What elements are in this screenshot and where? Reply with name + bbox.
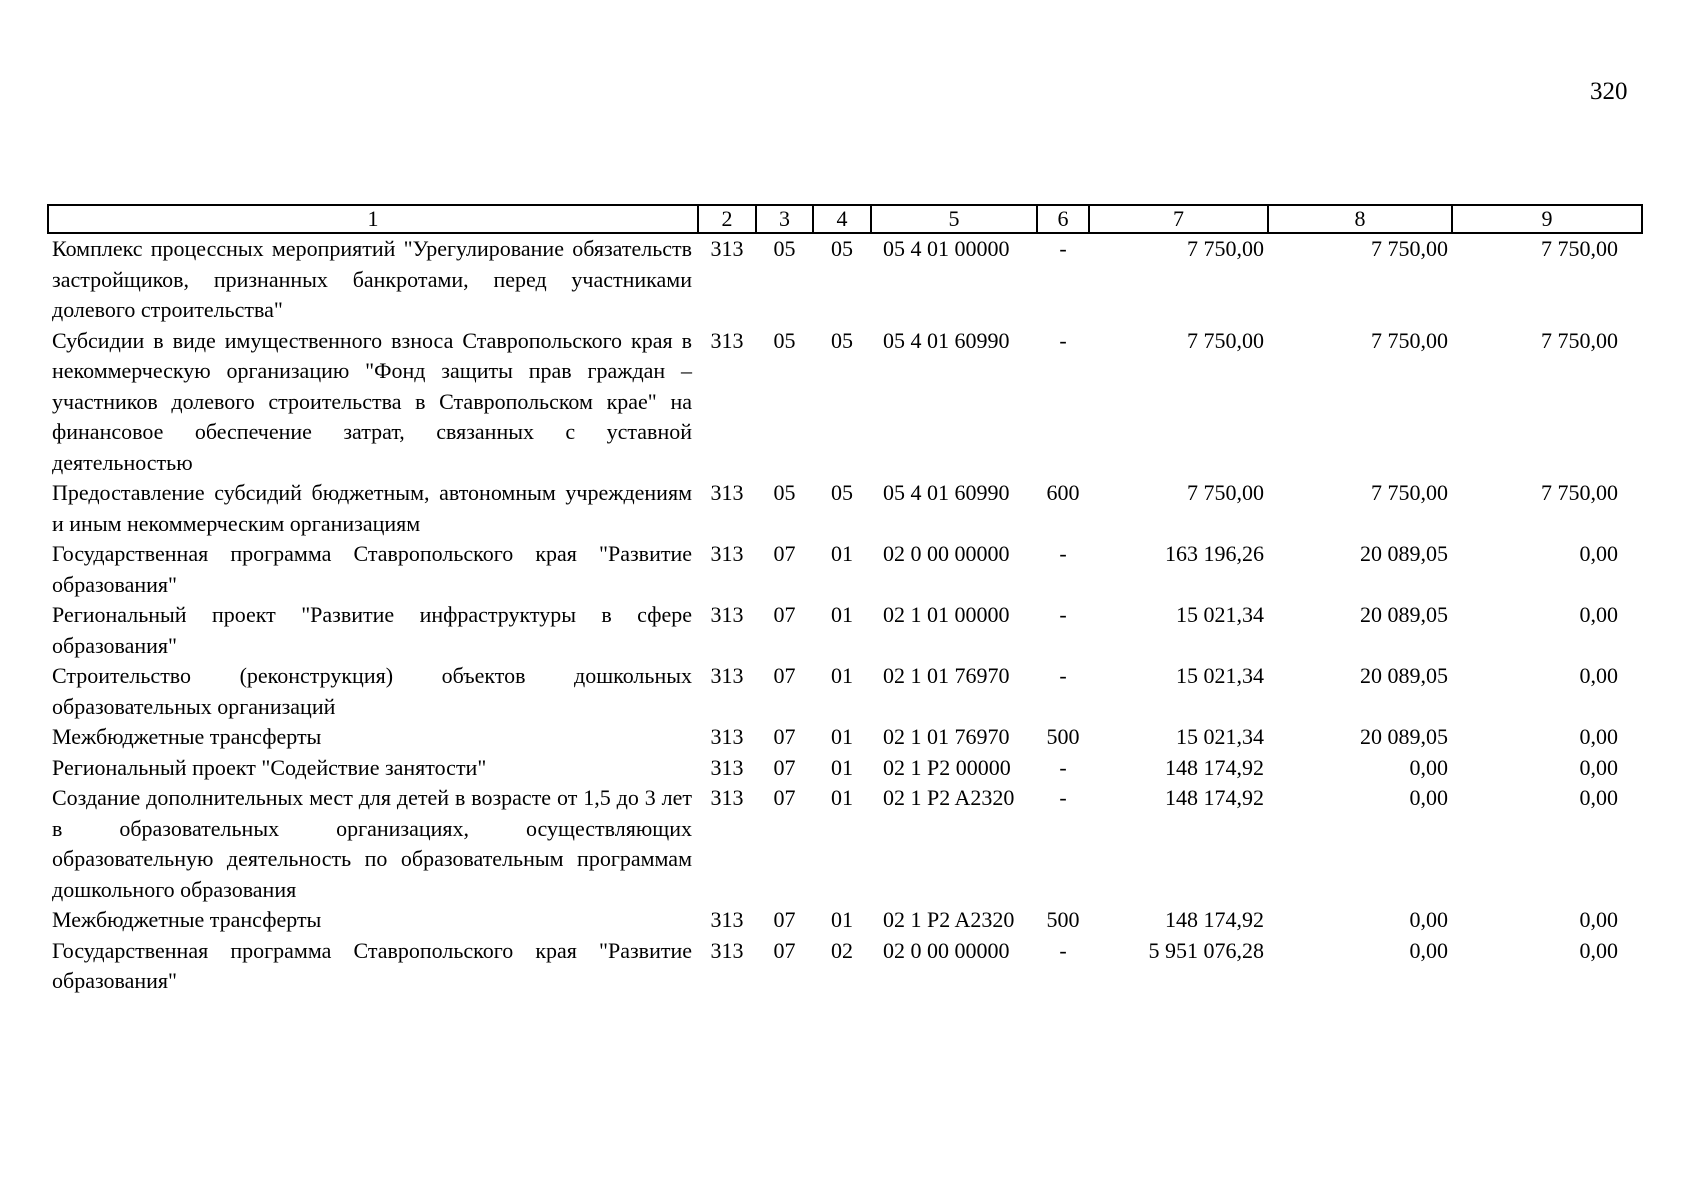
subsection-code: 02 (831, 937, 853, 963)
header-col-4: 4 (813, 205, 871, 233)
target-article-code: 02 1 01 76970 (883, 724, 1010, 749)
row-name: Межбюджетные трансферты (52, 724, 322, 749)
page-number: 320 (1590, 78, 1628, 105)
target-article-code: 02 1 01 00000 (883, 602, 1010, 627)
amount-col-7: 5 951 076,28 (1148, 937, 1264, 963)
section-code: 05 (773, 327, 796, 353)
header-col-7: 7 (1089, 205, 1268, 233)
amount-col-8: 0,00 (1409, 754, 1448, 780)
row-name: Предоставление субсидий бюджетным, автономным учреждениям и иным некоммерческим организациям (52, 480, 692, 536)
subsection-code: 01 (831, 663, 853, 688)
amount-col-9: 7 750,00 (1541, 327, 1618, 353)
amount-col-8: 0,00 (1409, 937, 1448, 963)
ministry-code: 313 (710, 785, 744, 810)
amount-col-7: 148 174,92 (1165, 785, 1264, 810)
subsection-code: 05 (831, 327, 853, 353)
expense-type-code: 600 (1046, 480, 1080, 505)
row-name: Субсидии в виде имущественного взноса Ставропольского края в некоммерческую организацию "Фонд защиты прав граждан – участников долевого строительства в Ставропольском крае" на финансовое обеспечение затрат, связанных с уставной деятельностью (52, 327, 692, 475)
ministry-code: 313 (710, 236, 744, 261)
amount-col-8: 20 089,05 (1360, 663, 1448, 688)
section-code: 07 (773, 724, 796, 749)
amount-col-7: 7 750,00 (1187, 327, 1264, 353)
section-code: 07 (773, 785, 796, 810)
subsection-code: 01 (831, 724, 853, 749)
amount-col-9: 7 750,00 (1541, 480, 1618, 505)
subsection-code: 01 (831, 602, 853, 627)
ministry-code: 313 (710, 907, 744, 932)
target-article-code: 05 4 01 60990 (883, 327, 1010, 353)
amount-col-7: 15 021,34 (1176, 602, 1264, 627)
table-body (48, 233, 1642, 997)
target-article-code: 05 4 01 00000 (883, 236, 1010, 261)
amount-col-9: 0,00 (1579, 541, 1618, 566)
amount-col-9: 0,00 (1579, 785, 1618, 810)
table-row (48, 539, 1642, 600)
section-code: 07 (773, 907, 796, 932)
amount-col-7: 163 196,26 (1165, 541, 1264, 566)
header-col-5: 5 (871, 205, 1037, 233)
expense-type-code: - (1059, 602, 1067, 627)
ministry-code: 313 (710, 541, 744, 566)
section-code: 05 (773, 236, 796, 261)
expense-type-code: - (1059, 754, 1067, 780)
table-row (48, 722, 1642, 753)
section-code: 07 (773, 663, 796, 688)
amount-col-7: 15 021,34 (1176, 663, 1264, 688)
expense-type-code: - (1059, 785, 1067, 810)
amount-col-9: 0,00 (1579, 754, 1618, 780)
header-col-9: 9 (1452, 205, 1642, 233)
ministry-code: 313 (710, 327, 744, 353)
ministry-code: 313 (710, 724, 744, 749)
amount-col-9: 0,00 (1579, 724, 1618, 749)
row-name: Межбюджетные трансферты (52, 907, 322, 932)
amount-col-8: 7 750,00 (1371, 327, 1448, 353)
table-row (48, 326, 1642, 479)
section-code: 07 (773, 754, 796, 780)
expense-type-code: - (1059, 541, 1067, 566)
target-article-code: 02 1 01 76970 (883, 663, 1010, 688)
ministry-code: 313 (710, 663, 744, 688)
table-row (48, 600, 1642, 661)
amount-col-7: 15 021,34 (1176, 724, 1264, 749)
table-row (48, 233, 1642, 326)
header-col-3: 3 (756, 205, 813, 233)
header-col-1: 1 (48, 205, 698, 233)
subsection-code: 05 (831, 236, 853, 261)
target-article-code: 02 0 00 00000 (883, 541, 1010, 566)
target-article-code: 05 4 01 60990 (883, 480, 1010, 505)
table-row (48, 936, 1642, 997)
amount-col-7: 7 750,00 (1187, 480, 1264, 505)
subsection-code: 01 (831, 754, 853, 780)
amount-col-9: 0,00 (1579, 937, 1618, 963)
amount-col-8: 0,00 (1409, 785, 1448, 810)
amount-col-8: 7 750,00 (1371, 236, 1448, 261)
target-article-code: 02 0 00 00000 (883, 937, 1010, 963)
target-article-code: 02 1 P2 A2320 (883, 785, 1015, 810)
amount-col-9: 0,00 (1579, 602, 1618, 627)
expense-type-code: 500 (1046, 907, 1080, 932)
table-row (48, 783, 1642, 905)
amount-col-8: 7 750,00 (1371, 480, 1448, 505)
header-col-8: 8 (1268, 205, 1452, 233)
ministry-code: 313 (710, 602, 744, 627)
amount-col-8: 20 089,05 (1360, 541, 1448, 566)
header-row (48, 205, 1642, 233)
amount-col-7: 148 174,92 (1165, 907, 1264, 932)
table-row (48, 905, 1642, 936)
table-row (48, 753, 1642, 784)
section-code: 07 (773, 602, 796, 627)
subsection-code: 01 (831, 785, 853, 810)
amount-col-9: 0,00 (1579, 663, 1618, 688)
amount-col-8: 0,00 (1409, 907, 1448, 932)
subsection-code: 01 (831, 541, 853, 566)
ministry-code: 313 (710, 937, 744, 963)
expense-type-code: - (1059, 937, 1067, 963)
ministry-code: 313 (710, 754, 744, 780)
row-name: Комплекс процессных мероприятий "Урегулирование обязательств застройщиков, признанных банкротами, перед участниками долевого строительства" (52, 236, 692, 322)
row-name: Создание дополнительных мест для детей в возрасте от 1,5 до 3 лет в образовательных организациях, осуществляющих образовательную деятельность по образовательным программам дошкольного образования (52, 785, 692, 902)
row-name: Региональный проект "Развитие инфраструктуры в сфере образования" (52, 602, 692, 658)
expense-type-code: - (1059, 327, 1067, 353)
header-col-6: 6 (1037, 205, 1089, 233)
target-article-code: 02 1 P2 00000 (883, 754, 1011, 780)
expense-type-code: 500 (1046, 724, 1080, 749)
section-code: 05 (773, 480, 796, 505)
expense-type-code: - (1059, 236, 1067, 261)
table-row (48, 661, 1642, 722)
expense-type-code: - (1059, 663, 1067, 688)
table-header (48, 205, 1642, 233)
section-code: 07 (773, 541, 796, 566)
table-row (48, 478, 1642, 539)
row-name: Государственная программа Ставропольского края "Развитие образования" (52, 541, 692, 597)
section-code: 07 (773, 937, 796, 963)
amount-col-8: 20 089,05 (1360, 724, 1448, 749)
amount-col-9: 7 750,00 (1541, 236, 1618, 261)
subsection-code: 01 (831, 907, 853, 932)
row-name: Государственная программа Ставропольского края "Развитие образования" (52, 937, 692, 993)
budget-table (47, 204, 1643, 997)
amount-col-9: 0,00 (1579, 907, 1618, 932)
amount-col-8: 20 089,05 (1360, 602, 1448, 627)
row-name: Строительство (реконструкция) объектов дошкольных образовательных организаций (52, 663, 692, 719)
amount-col-7: 7 750,00 (1187, 236, 1264, 261)
row-name: Региональный проект "Содействие занятости" (52, 754, 487, 780)
subsection-code: 05 (831, 480, 853, 505)
ministry-code: 313 (710, 480, 744, 505)
header-col-2: 2 (698, 205, 756, 233)
target-article-code: 02 1 P2 A2320 (883, 907, 1015, 932)
amount-col-7: 148 174,92 (1165, 754, 1264, 780)
